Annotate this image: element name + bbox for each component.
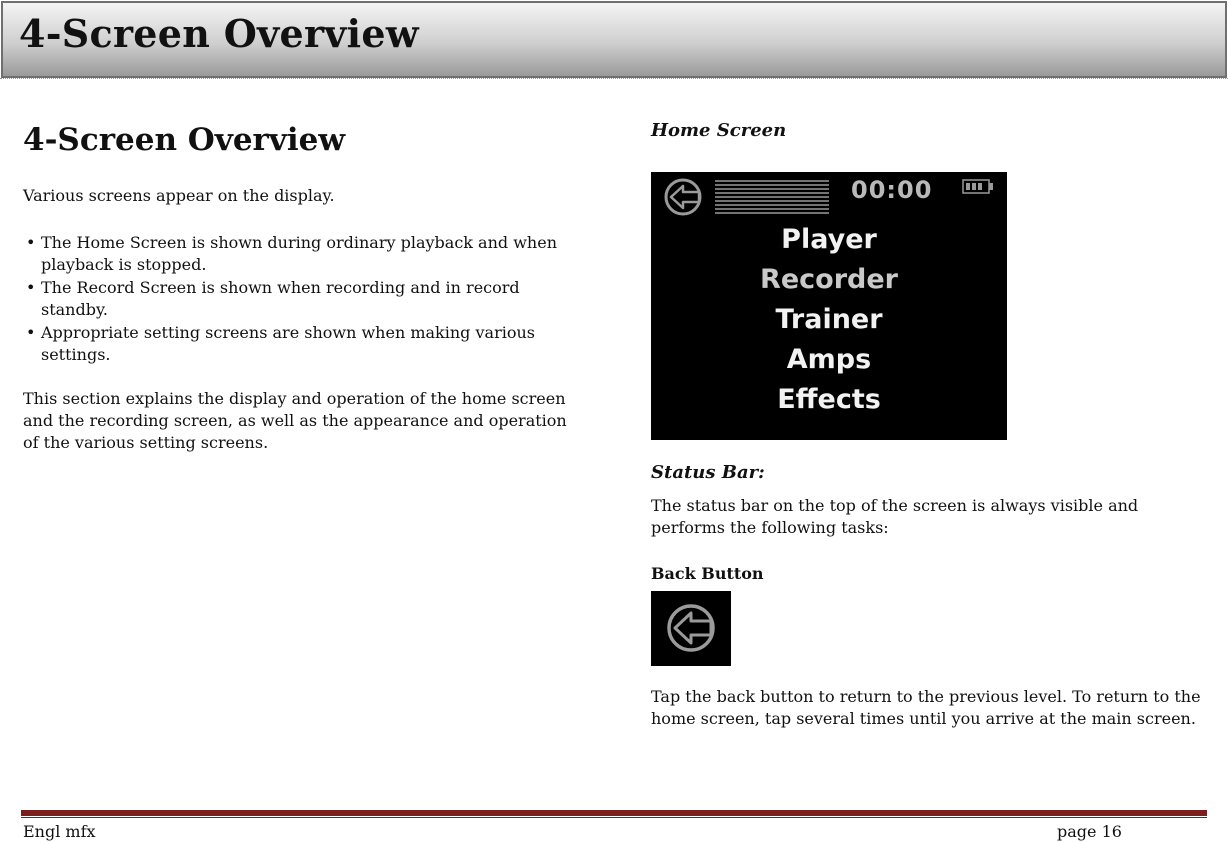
- back-arrow-icon: [666, 180, 700, 214]
- intro-text: Various screens appear on the display.: [23, 186, 335, 205]
- back-button-description: Tap the back button to return to the previous level. To return to the home screen, tap several times until you arrive at the main screen.: [651, 687, 1201, 728]
- menu-item-amps[interactable]: Amps: [786, 344, 872, 375]
- list-item: • The Home Screen is shown during ordinary playback and when playback is stopped.: [26, 233, 557, 274]
- page-number: page 16: [1057, 822, 1122, 841]
- status-bar-text: The status bar on the top of the screen is always visible and performs the following tasks:: [651, 496, 1139, 537]
- footer-brand: Engl mfx: [23, 822, 96, 841]
- right-column: [651, 120, 1211, 142]
- divider: [0, 78, 1228, 81]
- bullet-icon: •: [26, 233, 36, 252]
- home-screen-label: Home Screen: [651, 120, 787, 141]
- explanation-text: This section explains the display and operation of the home screen and the recording screen, as well as the appearance and operation of the various setting screens.: [23, 389, 567, 452]
- header-banner: [1, 1, 1227, 78]
- menu-item-player[interactable]: Player: [781, 224, 877, 255]
- status-bar-label: Status Bar:: [651, 462, 765, 483]
- menu-item-recorder[interactable]: Recorder: [760, 264, 898, 295]
- bullet-list: [23, 232, 583, 366]
- list-item: • Appropriate setting screens are shown when making various settings.: [26, 323, 535, 364]
- back-arrow-icon: [651, 591, 731, 666]
- menu-item-trainer[interactable]: Trainer: [775, 304, 883, 335]
- device-menu: [651, 220, 1007, 420]
- banner-title: 4-Screen Overview: [19, 11, 419, 56]
- footer-rule: [21, 810, 1207, 816]
- footer-rule-thin: [21, 817, 1207, 818]
- section-heading: 4-Screen Overview: [23, 122, 346, 158]
- back-button-label: Back Button: [651, 564, 764, 583]
- bullet-icon: •: [26, 323, 36, 342]
- list-item: • The Record Screen is shown when recording and in record standby.: [26, 278, 520, 319]
- left-column: [23, 120, 583, 454]
- level-bars: [715, 181, 829, 213]
- home-screen-image: [651, 172, 1007, 440]
- menu-item-effects[interactable]: Effects: [777, 384, 881, 415]
- back-button-image: [651, 591, 731, 666]
- bullet-icon: •: [26, 278, 36, 297]
- time-display: 00:00: [851, 176, 933, 204]
- battery-icon: [963, 180, 993, 193]
